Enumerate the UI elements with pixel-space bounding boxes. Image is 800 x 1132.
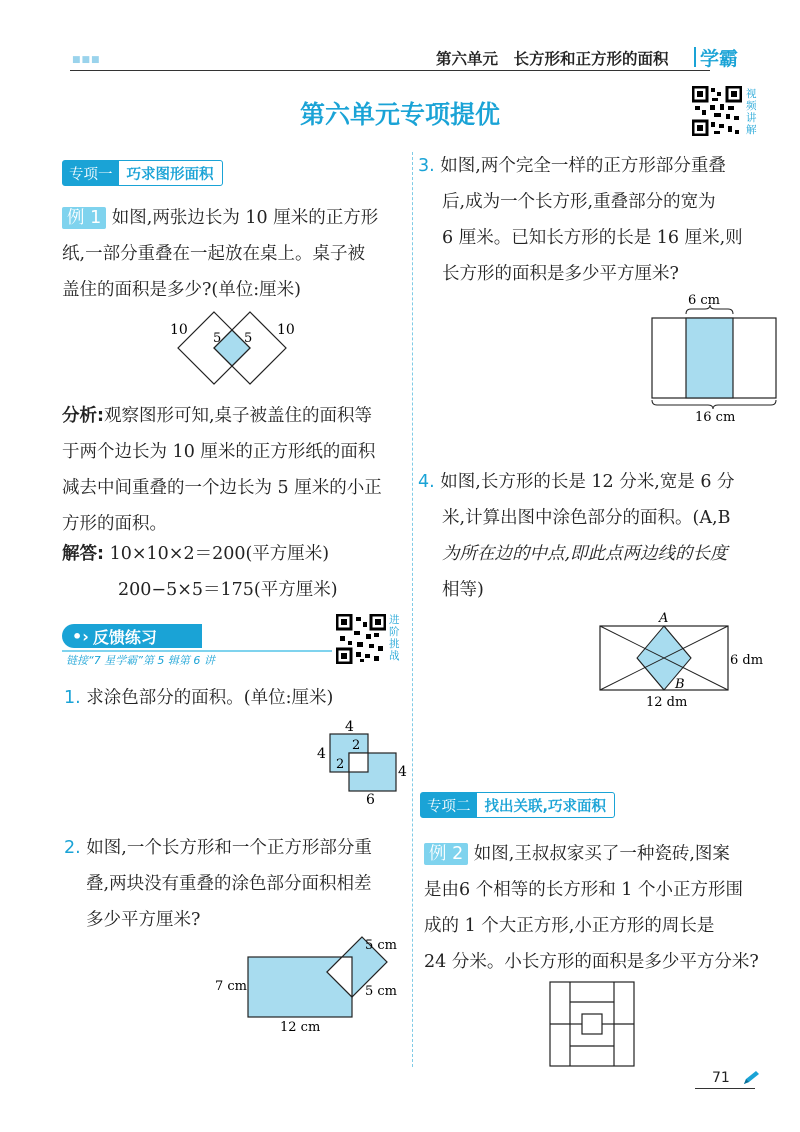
pencil-icon	[742, 1070, 760, 1090]
page-number: 71	[712, 1070, 730, 1086]
qr-code-top[interactable]	[692, 86, 742, 136]
section2-tag	[420, 792, 615, 818]
q4-label-bottom: 12 dm	[646, 695, 688, 710]
q3-line1: 如图,两个完全一样的正方形部分重叠	[440, 156, 726, 176]
q1-number: 1.	[64, 688, 81, 708]
answer-line1: 10×10×2＝200(平方厘米)	[109, 544, 330, 564]
section2-tag-left: 专项二	[421, 793, 477, 817]
q4-line4: 相等)	[442, 580, 484, 600]
section1-tag	[62, 160, 223, 186]
q4-label-b: B	[675, 677, 685, 692]
example2-line1: 如图,王叔叔家买了一种瓷砖,图案	[473, 844, 730, 864]
fig1-label-5-left: 5	[213, 331, 222, 346]
analysis-line4: 方形的面积。	[62, 514, 167, 534]
q3-number: 3.	[418, 156, 435, 176]
fig1-label-10-left: 10	[170, 322, 188, 338]
example2-line2: 是由6 个相等的长方形和 1 个小正方形围	[424, 880, 743, 900]
header-unit-title: 第六单元 长方形和正方形的面积	[436, 50, 669, 68]
example1-line2: 纸,一部分重叠在一起放在桌上。桌子被	[62, 244, 366, 264]
section2-tag-right: 找出关联,巧求面积	[484, 798, 607, 815]
q2-figure	[210, 932, 410, 1037]
q3-label-bottom: 16 cm	[695, 410, 736, 425]
header-divider	[694, 47, 696, 67]
q1-label-in1: 2	[352, 738, 361, 753]
q3-label-top: 6 cm	[688, 293, 721, 308]
q2-label-b: 5 cm	[365, 984, 398, 999]
example1-label: 例 1	[62, 207, 106, 229]
example1-line1: 如图,两张边长为 10 厘米的正方形	[111, 208, 379, 228]
q3-line4: 长方形的面积是多少平方厘米?	[442, 264, 679, 284]
feedback-banner	[62, 624, 202, 648]
feedback-link[interactable]: 链接“7 星学霸”第 5 辑第 6 讲	[66, 654, 215, 667]
q4-line3: 为所在边的中点,即此点两边线的长度	[442, 544, 728, 564]
q1-line: 求涂色部分的面积。(单位:厘米)	[86, 688, 334, 708]
q4-label-a: A	[659, 611, 669, 626]
page-title: 第六单元专项提优	[300, 100, 501, 129]
feedback-title: 反馈练习	[92, 627, 157, 647]
example2-figure	[548, 980, 638, 1070]
analysis-line2: 于两个边长为 10 厘米的正方形纸的面积	[62, 442, 376, 462]
q3-overlap	[686, 318, 733, 398]
q3-figure	[640, 290, 780, 425]
q1-label-bottom: 6	[366, 792, 375, 806]
section1-tag-right: 巧求图形面积	[126, 166, 214, 183]
q1-label-top: 4	[345, 719, 354, 735]
column-divider	[412, 152, 413, 1067]
example1-figure	[160, 308, 310, 398]
feedback-arrow-icon: •›	[72, 626, 89, 646]
qr-caption-feedback: 进阶挑战	[389, 614, 400, 662]
q3-text	[418, 148, 778, 292]
q2-line1: 如图,一个长方形和一个正方形部分重	[86, 838, 372, 858]
header-left-mark: ■■■	[72, 55, 101, 65]
q4-figure	[590, 608, 770, 713]
header-brand: 学霸	[700, 48, 739, 70]
header-rule	[70, 70, 710, 71]
q3-line2: 后,成为一个长方形,重叠部分的宽为	[442, 192, 716, 212]
example2-line4: 24 分米。小长方形的面积是多少平方分米?	[424, 952, 759, 972]
q4-number: 4.	[418, 472, 435, 492]
q2-label-a: 5 cm	[365, 938, 398, 953]
q1-label-in2: 2	[336, 757, 345, 772]
fig1-label-5-right: 5	[244, 331, 253, 346]
qr-code-feedback[interactable]	[336, 614, 386, 664]
example1-line3: 盖住的面积是多少?(单位:厘米)	[62, 280, 301, 300]
fig1-label-10-right: 10	[277, 322, 295, 338]
q1-overlap	[349, 753, 368, 772]
qr-caption-top: 视频讲解	[746, 88, 757, 136]
analysis-line3: 减去中间重叠的一个边长为 5 厘米的小正	[62, 478, 382, 498]
q1-label-right: 4	[398, 764, 407, 780]
q4-label-right: 6 dm	[730, 653, 764, 668]
q2-label-left: 7 cm	[215, 979, 248, 994]
q3-line3: 6 厘米。已知长方形的长是 16 厘米,则	[442, 228, 743, 248]
example2-text	[424, 836, 780, 980]
q2-line2: 叠,两块没有重叠的涂色部分面积相差	[86, 874, 372, 894]
q2-line3: 多少平方厘米?	[86, 910, 201, 930]
q2-label-bottom: 12 cm	[280, 1020, 321, 1035]
tile-small-square	[582, 1014, 602, 1034]
section1-tag-left: 专项一	[63, 161, 119, 185]
q1-figure	[310, 716, 410, 806]
q3-bottom-brace	[652, 400, 776, 409]
analysis-block	[62, 398, 412, 542]
q1-text	[64, 680, 333, 716]
example2-label: 例 2	[424, 843, 468, 865]
analysis-label: 分析:	[62, 406, 104, 426]
q4-text	[418, 464, 778, 608]
answer-line2: 200−5×5＝175(平方厘米)	[118, 580, 338, 600]
q4-line2: 米,计算出图中涂色部分的面积。(A,B	[442, 508, 731, 528]
q4-line1: 如图,长方形的长是 12 分米,宽是 6 分	[440, 472, 735, 492]
q2-number: 2.	[64, 838, 81, 858]
q2-text	[64, 830, 409, 938]
analysis-line1: 观察图形可知,桌子被盖住的面积等	[104, 406, 373, 426]
answer-block	[62, 536, 412, 608]
example1-text	[62, 200, 407, 308]
example2-line3: 成的 1 个大正方形,小正方形的周长是	[424, 916, 715, 936]
q1-label-left: 4	[317, 746, 326, 762]
answer-label: 解答:	[62, 544, 104, 564]
